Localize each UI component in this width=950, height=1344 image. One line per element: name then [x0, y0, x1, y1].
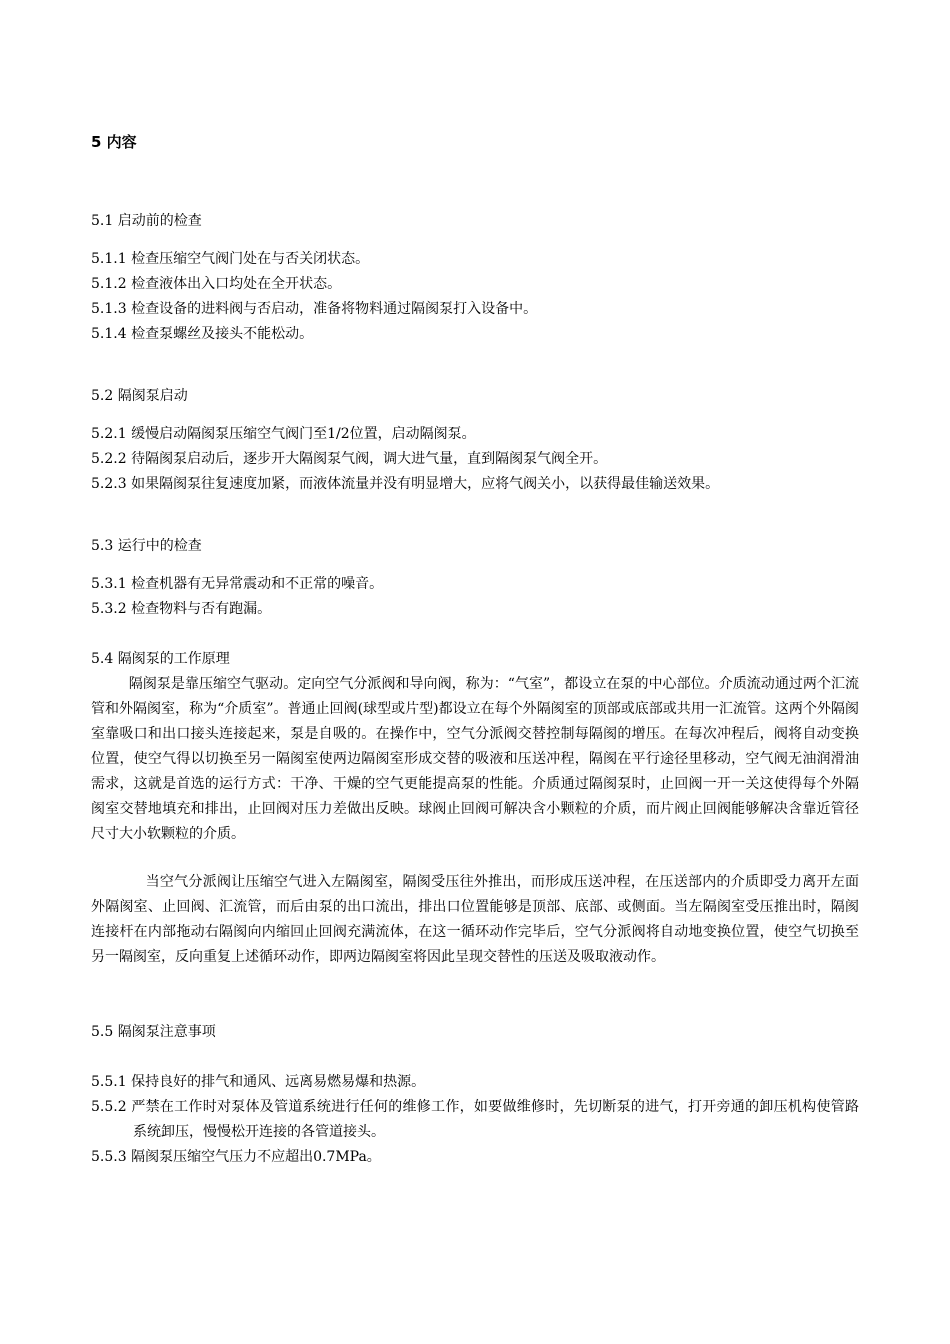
list-item: 5.1.4 检查泵螺丝及接头不能松动。 — [91, 326, 314, 342]
list-item: 5.3.2 检查物料与否有跑漏。 — [91, 601, 272, 617]
subsection-title-5-4: 5.4 隔阂泵的工作原理 — [91, 651, 230, 667]
list-item: 5.2.2 待隔阂泵启动后，逐步开大隔阂泵气阀，调大进气量，直到隔阂泵气阀全开。 — [91, 451, 608, 467]
section-heading: 5 内容 — [91, 133, 137, 151]
subsection-title-5-5: 5.5 隔阂泵注意事项 — [91, 1024, 216, 1040]
list-item: 5.2.1 缓慢启动隔阂泵压缩空气阀门至1/2位置，启动隔阂泵。 — [91, 426, 476, 442]
list-item: 5.5.3 隔阂泵压缩空气压力不应超出0.7MPa。 — [91, 1149, 381, 1165]
paragraph-principle-1: 隔阂泵是靠压缩空气驱动。定向空气分派阀和导向阀，称为：“气室”，都设立在泵的中心部位。介质流动通过两个汇流管和外隔阂室，称为“介质室”。普通止回阀(球型或片型)都设立在每个外隔阂室的顶部或底部或共用一汇流管。这两个外隔阂室靠吸口和出口接头连接起来，泵是自吸的。在操作中，空气分派阀交替控制每隔阂的增压。在每次冲程后，阀将自动变换位置，使空气得以切换至另一隔阂室使两边隔阂室形成交替的吸液和压送冲程，隔阂在平行途径里移动，空气阀无油润滑油需求，这就是首选的运行方式：干净、干燥的空气更能提高泵的性能。介质通过隔阂泵时，止回阀一开一关这使得每个外隔阂室交替地填充和排出，止回阀对压力差做出反映。球阀止回阀可解决含小颗粒的介质，而片阀止回阀能够解决含靠近管径尺寸大小软颗粒的介质。 — [91, 676, 859, 842]
subsection-title-5-3: 5.3 运行中的检查 — [91, 538, 202, 554]
subsection-title-5-1: 5.1 启动前的检查 — [91, 213, 202, 229]
subsection-title-5-2: 5.2 隔阂泵启动 — [91, 388, 188, 404]
list-item: 5.5.2 严禁在工作时对泵体及管道系统进行任何的维修工作，如要做维修时，先切断泵的进气，打开旁通的卸压机构使管路系统卸压，慢慢松开连接的各管道接头。 — [91, 1099, 859, 1140]
list-item: 5.1.1 检查压缩空气阀门处在与否关闭状态。 — [91, 251, 370, 267]
list-item: 5.5.1 保持良好的排气和通风、远离易燃易爆和热源。 — [91, 1074, 426, 1090]
list-item: 5.1.2 检查液体出入口均处在全开状态。 — [91, 276, 342, 292]
paragraph-principle-2: 当空气分派阀让压缩空气进入左隔阂室，隔阂受压往外推出，而形成压送冲程，在压送部内的介质即受力离开左面外隔阂室、止回阀、汇流管，而后由泵的出口流出，排出口位置能够是顶部、底部、或侧面。当左隔阂室受压推出时，隔阂连接杆在内部拖动右隔阂向内缩回止回阀充满流体，在这一循环动作完毕后，空气分派阀将自动地变换位置，使空气切换至另一隔阂室，反向重复上述循环动作，即两边隔阂室将因此呈现交替性的压送及吸取液动作。 — [91, 874, 859, 965]
list-item: 5.2.3 如果隔阂泵往复速度加紧，而液体流量并没有明显增大，应将气阀关小，以获得最佳输送效果。 — [91, 476, 720, 492]
list-item: 5.3.1 检查机器有无异常震动和不正常的噪音。 — [91, 576, 384, 592]
list-item: 5.1.3 检查设备的进料阀与否启动，准备将物料通过隔阂泵打入设备中。 — [91, 301, 538, 317]
